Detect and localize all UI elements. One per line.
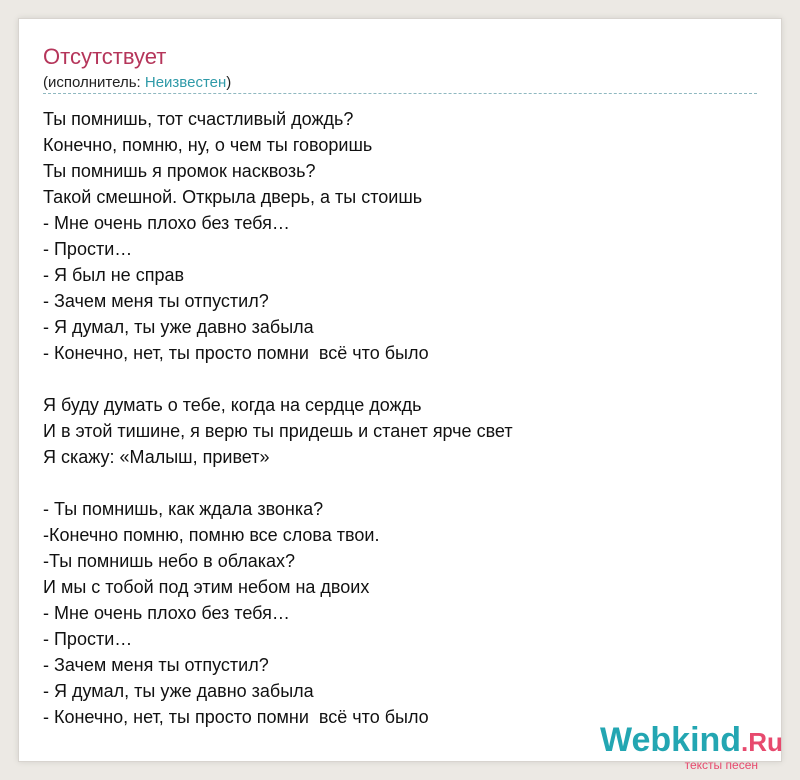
lyric-line: - Ты помнишь, как ждала звонка? (43, 499, 324, 519)
lyric-line: - Конечно, нет, ты просто помни всё что было (43, 343, 429, 363)
lyric-blank-line (43, 366, 743, 392)
lyric-line: Ты помнишь, тот счастливый дождь? (43, 109, 354, 129)
lyric-blank-line (43, 470, 743, 496)
lyric-line: - Мне очень плохо без тебя… (43, 213, 290, 233)
lyric-line: Ты помнишь я промок насквозь? (43, 161, 316, 181)
artist-suffix: ) (226, 74, 232, 91)
artist-prefix: (исполнитель: (43, 74, 145, 91)
artist-line (43, 73, 231, 93)
lyric-line: -Конечно помню, помню все слова твои. (43, 525, 380, 545)
lyric-line: - Мне очень плохо без тебя… (43, 603, 290, 623)
dashed-divider (43, 93, 757, 94)
webkind-logo[interactable] (592, 720, 792, 772)
lyric-line: Конечно, помню, ну, о чем ты говоришь (43, 135, 373, 155)
logo-wordmark (600, 722, 783, 760)
lyric-line: - Я был не справ (43, 265, 185, 285)
lyric-line: - Прости… (43, 239, 133, 259)
song-title: Отсутствует (43, 44, 167, 69)
logo-subtitle: тексты песен (684, 758, 758, 772)
lyric-line: Я буду думать о тебе, когда на сердце дождь (43, 395, 422, 415)
lyric-line: - Конечно, нет, ты просто помни всё что было (43, 707, 429, 727)
artist-link[interactable]: Неизвестен (144, 74, 227, 91)
lyrics-text (43, 106, 743, 730)
logo-main-text: Webkind (600, 721, 742, 759)
lyric-line: И мы с тобой под этим небом на двоих (43, 577, 370, 597)
lyric-line: Такой смешной. Открыла дверь, а ты стоишь (43, 187, 423, 207)
lyric-line: - Я думал, ты уже давно забыла (43, 317, 314, 337)
lyric-line: - Прости… (43, 629, 133, 649)
lyric-line: -Ты помнишь небо в облаках? (43, 551, 296, 571)
lyric-line: - Зачем меня ты отпустил? (43, 291, 269, 311)
logo-tld-text: .Ru (741, 727, 783, 757)
lyric-line: - Я думал, ты уже давно забыла (43, 681, 314, 701)
lyrics-card (18, 18, 782, 762)
lyric-line: Я скажу: «Малыш, привет» (43, 447, 270, 467)
lyric-line: И в этой тишине, я верю ты придешь и станет ярче свет (43, 421, 513, 441)
lyric-line: - Зачем меня ты отпустил? (43, 655, 269, 675)
